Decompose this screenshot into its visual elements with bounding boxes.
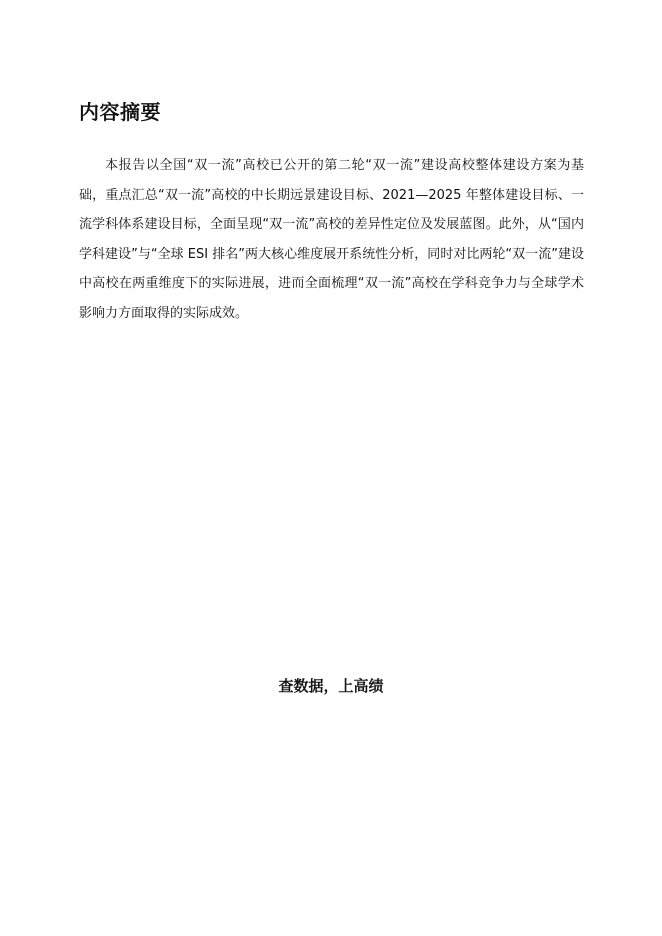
- section-heading: 内容摘要: [79, 100, 161, 124]
- slogan-text: 查数据，上高绩: [278, 677, 384, 695]
- abstract-paragraph: 本报告以全国“双一流”高校已公开的第二轮“双一流”建设高校整体建设方案为基础，重点汇总“双一流”高校的中长期远景建设目标、2021—2025 年整体建设目标、一流学科体系建设目标，全面呈现“双一流”高校的差异性定位及发展蓝图。此外，从“国内学科建设”与“全球 ESI 排名”两大核心维度展开系统性分析，同时对比两轮“双一流”建设中高校在两重维度下的实际进展，进而全面梳理“双一流”高校在学科竞争力与全球学术影响力方面取得的实际成效。: [79, 158, 584, 321]
